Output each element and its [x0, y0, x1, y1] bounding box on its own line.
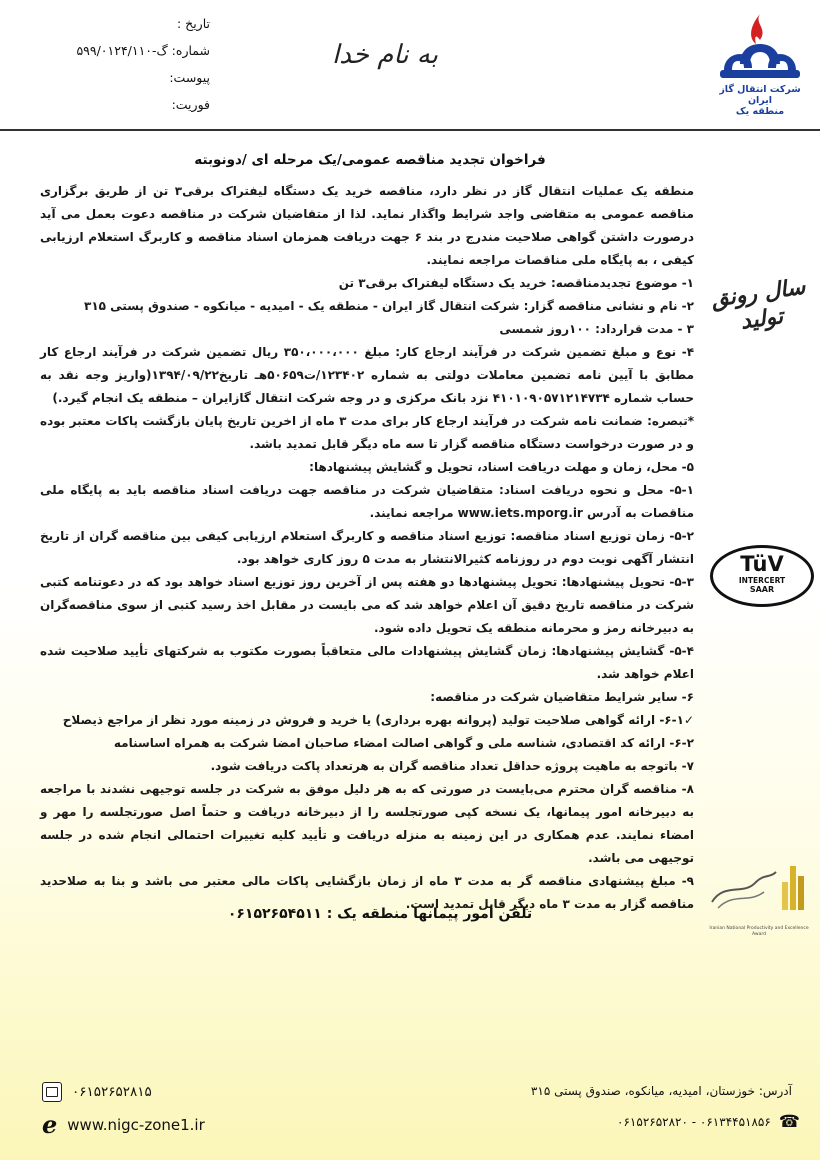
nigc-flame-logo-icon	[710, 10, 810, 82]
tuv-sub1-label: INTERCERT	[738, 576, 786, 585]
item-5-3: ۵-۳- تحویل پیشنهادها: تحویل پیشنهادها دو هفته پس از آخرین روز توزیع اسناد خواهد بود که در دعوتنامه کتبی شرکت در مناقصه تاریخ دقیق آن اعلام خواهد شد که می بایست در مقابل اخذ رسید کتبی از سوی مناقصه‌گران به دبیرخانه رمز و محرمانه منطقه یک تحویل داده شود.	[40, 575, 694, 635]
item-4: ۴- نوع و مبلغ تضمین شرکت در فرآیند ارجاع کار: مبلغ ۳۵۰،۰۰۰،۰۰۰ ریال تضمین شرکت در فرآیند ارجاع کار مطابق با آیین نامه تضمین معاملات دولتی به شماره ۱۲۳۴۰۲/ت۵۰۶۵۹هـ تاریخ۱۳۹۴/۰۹/۲۲(واریز وجه نقد به حساب شماره ۴۱۰۱۰۹۰۵۷۱۲۱۴۷۳۴ نزد بانک مرکزی و در وجه شرکت انتقال گازایران – منطقه یک انجام گیرد.)	[40, 345, 695, 405]
letter-meta	[60, 10, 210, 118]
basmala: به نام خدا	[332, 40, 438, 70]
contracts-phone: تلفن امور پیمانها منطقه یک : ۰۶۱۵۲۶۵۴۵۱۱	[227, 906, 533, 922]
item-5-4: ۵-۴- گشایش پیشنهادها: زمان گشایش پیشنهادات مالی متعاقباً بصورت مکتوب به شرکتهای تأیید صلاحیت شده اعلام خواهد شد.	[40, 644, 694, 681]
footer-fax	[42, 1082, 152, 1102]
item-6-2: ۶-۲- ارائه کد اقتصادی، شناسه ملی و گواهی اصالت امضاء صاحبان امضا شرکت به همراه اساسنامه	[113, 736, 694, 750]
tender-title: فراخوان تجدید مناقصه عمومی/یک مرحله ای /دونوبته	[194, 152, 546, 168]
footer-website	[42, 1110, 205, 1139]
item-8: ۸- مناقصه گران محترم می‌بایست در صورتی که به هر دلیل موفق به شرکت در جلسه توجیهی نشدند با مراجعه به دبیرخانه امور پیمانها، یک نسخه کپی صورتجلسه را از دبیرخانه دریافت و حتماً اصل صورتجلسه را مهر و امضاء نمایند. عدم همکاری در این زمینه به منزله دریافت و تأیید کلیه تغییرات احتمالی انجام شده در جلسه توجیهی می باشد.	[40, 782, 694, 865]
region-name: منطقه یک	[735, 106, 785, 117]
item-2: ۲- نام و نشانی مناقصه گزار: شرکت انتقال گاز ایران - منطقه یک - امیدیه - میانکوه - صندوق پستی ۳۱۵	[84, 299, 694, 313]
tuv-sub2-label: SAAR	[749, 585, 775, 594]
item-note: *تبصره: ضمانت نامه شرکت در فرآیند ارجاع کار برای مدت ۳ ماه از اخرین تاریخ پایان بازگشت پاکات معتبر بوده و در صورت درخواست دستگاه مناقصه گزار تا سه ماه دیگر قابل تمدید باشد.	[40, 414, 694, 451]
urgency-label: فوریت:	[171, 97, 210, 112]
tuv-certification-badge	[710, 545, 814, 607]
telephone-icon: ☎	[778, 1112, 800, 1132]
date-label: تاریخ :	[176, 16, 210, 31]
fax-number: ۰۶۱۵۲۶۵۲۸۱۵	[72, 1084, 152, 1100]
excellence-award-emblem	[702, 852, 816, 936]
footer-phones	[520, 1112, 800, 1132]
intro-paragraph: منطقه یک عملیات انتقال گاز در نظر دارد، مناقصه خرید یک دستگاه لیفتراک برقی۳ تن از طریق برگزاری مناقصه عمومی به متقاضی واجد شرایط واگذار نماید. لذا از متقاضیان شرکت در مناقصه دعوت بعمل می آید درصورت داشتن گواهی صلاحیت مندرج در بند ۶ جهت دریافت همزمان اسناد مناقصه و کاربرگ استعلام ارزیابی کیفی ، به پایگاه ملی مناقصات مراجعه نمایند.	[40, 184, 695, 267]
tuv-main-label: TüV	[740, 552, 784, 576]
internet-e-icon: e	[42, 1110, 58, 1139]
item-3: ۳ - مدت قرارداد: ۱۰۰روز شمسی	[499, 322, 694, 336]
company-logo	[706, 10, 814, 122]
tender-body	[40, 180, 694, 916]
item-1: ۱- موضوع تجدیدمناقصه: خرید یک دستگاه لیفتراک برقی۳ تن	[338, 276, 694, 290]
header-divider	[0, 129, 820, 131]
item-5-2: ۵-۲- زمان توزیع اسناد مناقصه: توزیع اسناد مناقصه و کاربرگ استعلام ارزیابی کیفی بین مناقصه گران از تاریخ انتشار آگهی نوبت دوم در روزنامه کثیرالانتشار به مدت ۵ روز کاری خواهد بود.	[40, 529, 694, 566]
number-label: شماره: گ-۵۹۹/۰۱۲۴/۱۱۰	[76, 43, 210, 58]
website-link[interactable]: www.nigc-zone1.ir	[67, 1116, 205, 1134]
footer-address: آدرس: خوزستان، امیدیه، میانکوه، صندوق پستی ۳۱۵	[530, 1084, 792, 1098]
phone-numbers: ۰۶۱۳۴۴۵۱۸۵۶ - ۰۶۱۵۲۶۵۲۸۲۰	[617, 1115, 771, 1129]
slogan: سال رونق تولید	[709, 273, 807, 335]
item-5-1: ۵-۱- محل و نحوه دریافت اسناد: متقاضیان شرکت در مناقصه جهت دریافت اسناد مناقصه باید به پایگاه ملی مناقصات به آدرس www.iets.mporg.ir مراجعه نمایند.	[40, 483, 694, 520]
item-5: ۵- محل، زمان و مهلت دریافت اسناد، تحویل و گشایش پیشنهادها:	[309, 460, 694, 474]
company-name: شرکت انتقال گاز ایران	[719, 84, 801, 106]
item-7: ۷- باتوجه به ماهیت پروژه حداقل تعداد مناقصه گران به هرتعداد پاکت دریافت شود.	[210, 759, 694, 773]
fax-icon	[42, 1082, 62, 1102]
attachment-label: پیوست:	[169, 70, 210, 85]
award-caption: Iranian National Productivity and Excellence Award	[709, 926, 809, 937]
item-6-1: ✓۶-۱- ارائه گواهی صلاحیت تولید (پروانه بهره برداری) یا خرید و فروش در زمینه مورد نظر از مراجع ذیصلاح	[62, 713, 694, 727]
item-9: ۹- مبلغ پیشنهادی مناقصه گر به مدت ۳ ماه از زمان بازگشایی پاکات مالی معتبر می باشد و بنا به صلاحدید مناقصه گزار به مدت ۳ ماه دیگر قابل تمدید است.	[40, 874, 694, 911]
item-6: ۶- سایر شرایط متقاضیان شرکت در مناقصه:	[430, 690, 694, 704]
award-emblem-icon	[704, 852, 814, 922]
